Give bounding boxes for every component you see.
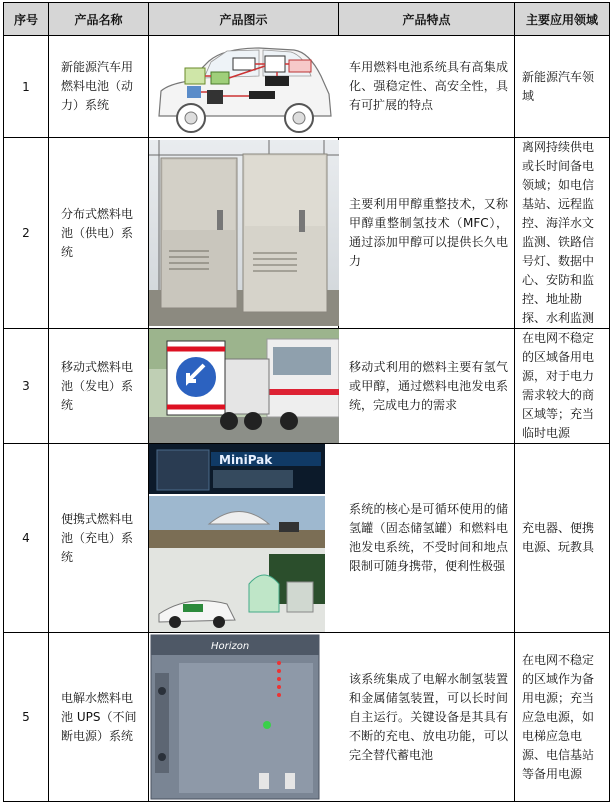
- header-applications: 主要应用领域: [515, 3, 610, 36]
- product-applications: 离网持续供电或长时间备电领域；如电信基站、远程监控、海洋水文监测、铁路信号灯、数据中心、安防和监控、地址勘探、水利监测: [515, 138, 610, 329]
- table-row: [4, 36, 610, 138]
- product-features: 主要利用甲醇重整技术，又称甲醇重整制氢技术（MFC），通过添加甲醇可以提供长久电力: [339, 138, 515, 329]
- product-applications: 在电网不稳定的区域作为备用电源；充当应急电源，如电梯应急电源、电信基站等备用电源: [515, 633, 610, 802]
- car-diagram-image: [149, 36, 339, 137]
- product-image: [149, 138, 339, 329]
- product-features: 车用燃料电池系统具有高集成化、强稳定性、高安全性，具有可扩展的特点: [339, 36, 515, 138]
- trailer-photo-image: [149, 329, 339, 443]
- header-image: 产品图示: [149, 3, 339, 36]
- row-number: 2: [4, 138, 49, 329]
- product-image: [149, 444, 339, 633]
- product-image: [149, 329, 339, 444]
- cabinet-photo-image: [149, 140, 339, 326]
- ups-cabinet-image: [149, 633, 339, 801]
- row-number: 5: [4, 633, 49, 802]
- product-image: [149, 36, 339, 138]
- table-row: [4, 633, 610, 802]
- product-applications: 充电器、便携电源、玩教具: [515, 444, 610, 633]
- row-number: 4: [4, 444, 49, 633]
- row-number: 3: [4, 329, 49, 444]
- minipak-logo: MiniPak: [219, 453, 273, 467]
- table-row: [4, 444, 610, 633]
- product-features: 系统的核心是可循环使用的储氢罐（固态储氢罐）和燃料电池发电系统，不受时间和地点限制可随身携带，便利性极强: [339, 444, 515, 633]
- portable-collage-image: [149, 444, 339, 632]
- row-number: 1: [4, 36, 49, 138]
- product-features: 移动式利用的燃料主要有氢气或甲醇，通过燃料电池发电系统，完成电力的需求: [339, 329, 515, 444]
- horizon-logo: Horizon: [211, 641, 250, 652]
- product-name: 电解水燃料电池 UPS（不间断电源）系统: [49, 633, 149, 802]
- header-features: 产品特点: [339, 3, 515, 36]
- header-name: 产品名称: [49, 3, 149, 36]
- table-row: [4, 329, 610, 444]
- product-name: 移动式燃料电池（发电）系统: [49, 329, 149, 444]
- product-name: 分布式燃料电池（供电）系统: [49, 138, 149, 329]
- header-row: [4, 3, 610, 36]
- product-table: [3, 2, 610, 802]
- product-features: 该系统集成了电解水制氢装置和金属储氢装置，可以长时间自主运行。关键设备是其具有不断的充电、放电功能，可以完全替代蓄电池: [339, 633, 515, 802]
- table-row: [4, 138, 610, 329]
- product-name: 新能源汽车用燃料电池（动力）系统: [49, 36, 149, 138]
- product-applications: 新能源汽车领域: [515, 36, 610, 138]
- header-no: 序号: [4, 3, 49, 36]
- product-image: [149, 633, 339, 802]
- product-name: 便携式燃料电池（充电）系统: [49, 444, 149, 633]
- product-applications: 在电网不稳定的区域备用电源，对于电力需求较大的商区域等；充当临时电源: [515, 329, 610, 444]
